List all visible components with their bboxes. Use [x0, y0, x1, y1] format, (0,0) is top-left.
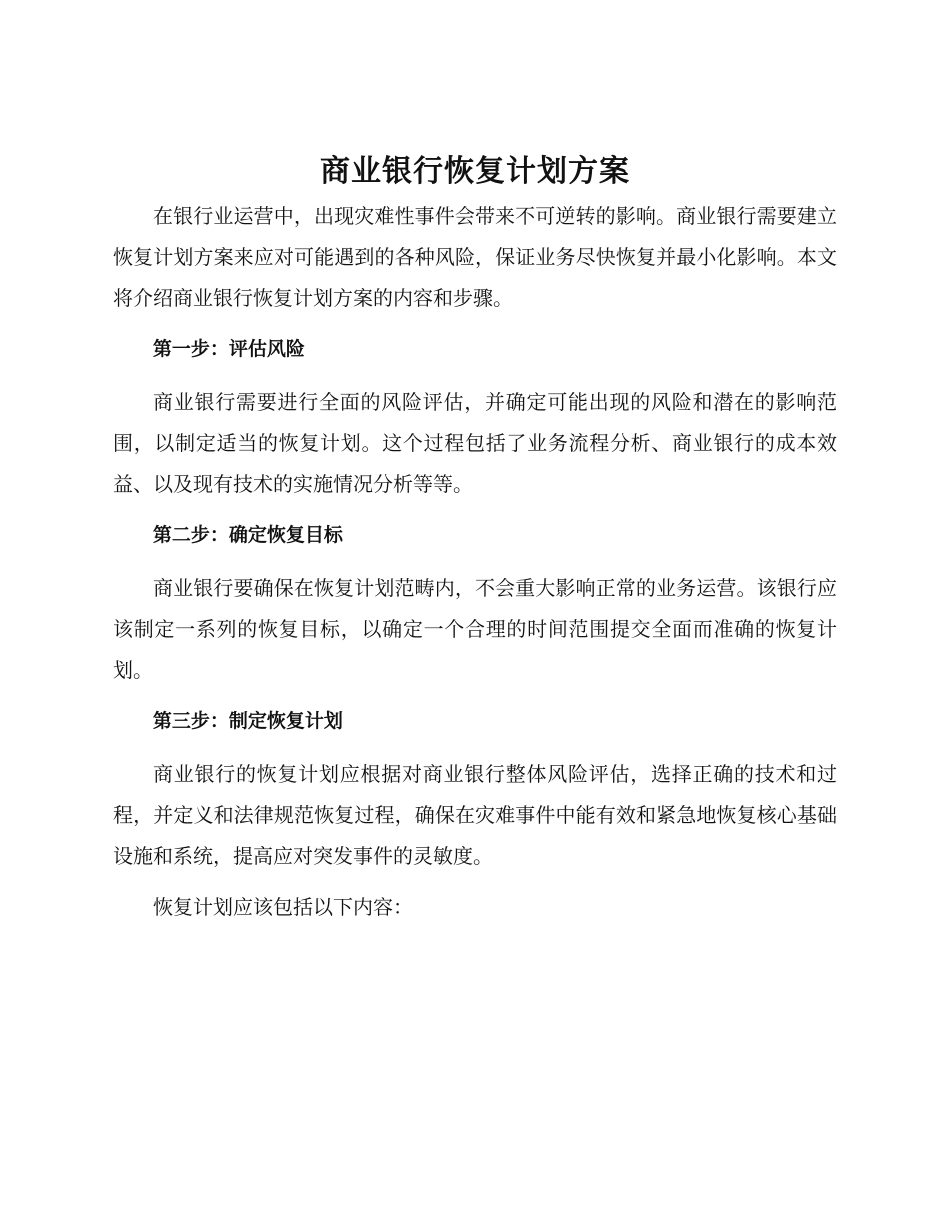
section-heading-step-2: 第二步：确定恢复目标: [152, 524, 343, 546]
section-heading-step-3: 第三步：制定恢复计划: [152, 710, 343, 732]
intro-paragraph: 在银行业运营中，出现灾难性事件会带来不可逆转的影响。商业银行需要建立恢复计划方案来应对可能遇到的各种风险，保证业务尽快恢复并最小化影响。本文将介绍商业银行恢复计划方案的内容和步骤。: [113, 204, 837, 310]
document-title: 商业银行恢复计划方案: [320, 154, 630, 189]
section-body-step-2: 商业银行要确保在恢复计划范畴内，不会重大影响正常的业务运营。该银行应该制定一系列的恢复目标，以确定一个合理的时间范围提交全面而准确的恢复计划。: [113, 576, 837, 682]
section-body-step-1: 商业银行需要进行全面的风险评估，并确定可能出现的风险和潜在的影响范围，以制定适当的恢复计划。这个过程包括了业务流程分析、商业银行的成本效益、以及现有技术的实施情况分析等等。: [113, 390, 837, 496]
document-page: [113, 148, 837, 928]
section-heading-step-1: 第一步：评估风险: [152, 338, 305, 360]
section-body-step-3: 商业银行的恢复计划应根据对商业银行整体风险评估，选择正确的技术和过程，并定义和法律规范恢复过程，确保在灾难事件中能有效和紧急地恢复核心基础设施和系统，提高应对突发事件的灵敏度。: [113, 762, 837, 868]
closing-paragraph: 恢复计划应该包括以下内容：: [153, 895, 413, 919]
